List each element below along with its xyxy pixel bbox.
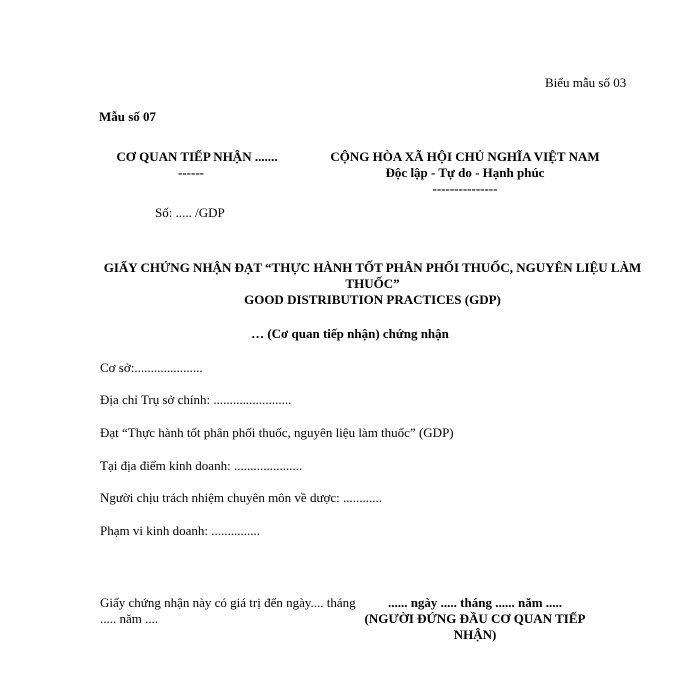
sample-number: Mẫu số 07 bbox=[99, 109, 157, 124]
business-location-field: Tại địa điểm kinh doanh: ..................... bbox=[100, 458, 303, 473]
receiving-agency: CƠ QUAN TIẾP NHẬN ....... bbox=[116, 149, 278, 164]
signature-date: ...... ngày ..... tháng ...... năm ..... bbox=[387, 595, 563, 610]
form-code: Biểu mẫu số 03 bbox=[545, 75, 627, 90]
certificate-number: Số: ..... /GDP bbox=[155, 205, 225, 220]
facility-field: Cơ sở:..................... bbox=[100, 360, 203, 375]
signer-title: (NGƯỜI ĐỨNG ĐẦU CƠ QUAN TIẾP NHẬN) bbox=[364, 611, 586, 642]
responsible-person-field: Người chịu trách nhiệm chuyên môn về dược: ............ bbox=[100, 490, 383, 505]
signature-block bbox=[350, 595, 600, 643]
national-motto: Độc lập - Tự do - Hạnh phúc bbox=[385, 165, 545, 180]
gdp-achievement-line: Đạt “Thực hành tốt phân phối thuốc, nguyên liệu làm thuốc” (GDP) bbox=[100, 425, 454, 440]
business-scope-field: Phạm vi kinh doanh: ............... bbox=[100, 523, 260, 538]
title-vietnamese: GIẤY CHỨNG NHẬN ĐẠT “THỰC HÀNH TỐT PHÂN PHỐI THUỐC, NGUYÊN LIỆU LÀM THUỐC” bbox=[103, 260, 642, 291]
agency-divider: ------ bbox=[178, 165, 204, 180]
certification-statement: … (Cơ quan tiếp nhận) chứng nhận bbox=[251, 326, 449, 341]
head-office-address-field: Địa chỉ Trụ sở chính: ........................ bbox=[100, 392, 292, 407]
document-title bbox=[95, 260, 650, 308]
validity-statement: Giấy chứng nhận này có giá trị đến ngày.... tháng ..... năm .... bbox=[100, 595, 356, 626]
title-english: GOOD DISTRIBUTION PRACTICES (GDP) bbox=[244, 292, 501, 307]
motto-divider: --------------- bbox=[432, 181, 498, 196]
national-header bbox=[300, 149, 630, 197]
nation-name: CỘNG HÒA XÃ HỘI CHỦ NGHĨA VIỆT NAM bbox=[330, 149, 600, 164]
